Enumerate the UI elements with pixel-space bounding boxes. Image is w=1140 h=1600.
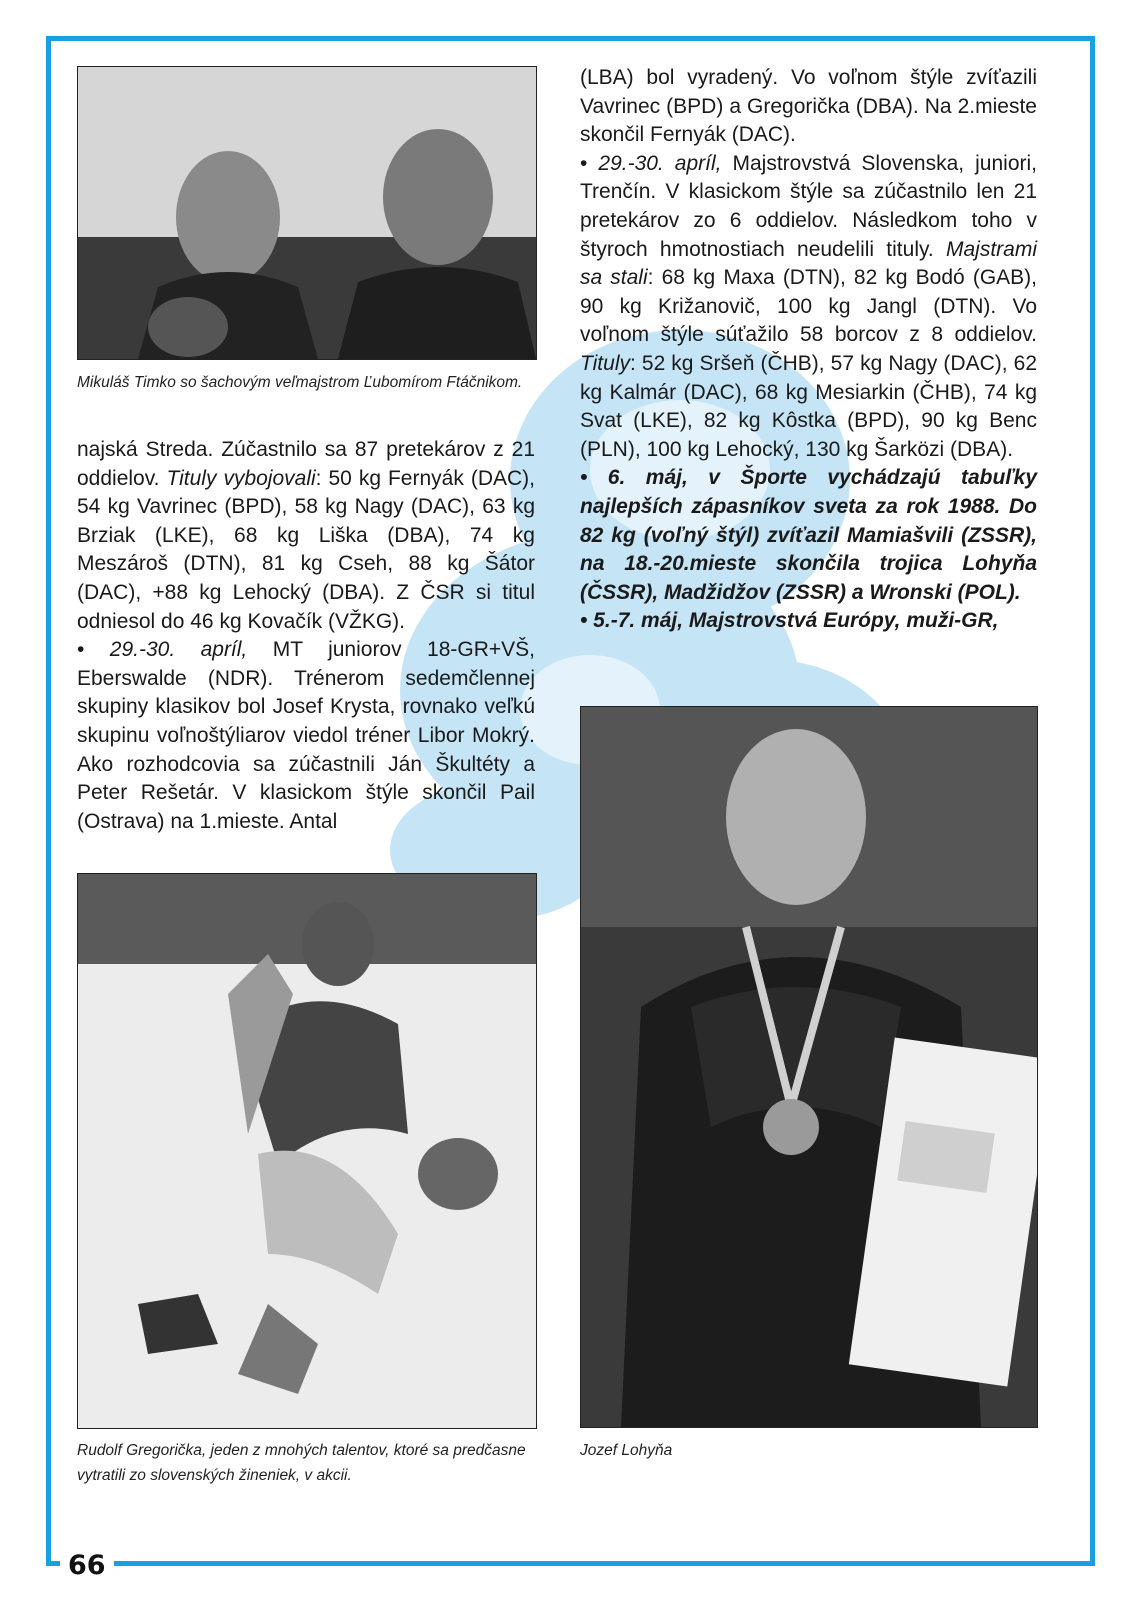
bullet: • bbox=[580, 151, 599, 175]
text-run: : 50 kg Fernyák (DAC), 54 kg Vavrinec (BPD), 58 kg Nagy (DAC), 63 kg Brziak (LKE), 68 kg Liška (DBA), 74 kg Meszároš (DTN), 81 kg Cseh, 88 kg Šátor (DAC), +88 kg Lehocký (DBA). Z ČSR si titul odniesol do 46 kg Kovačík (VŽKG). bbox=[77, 466, 535, 633]
text-run-italic: Tituly bbox=[580, 351, 630, 375]
page-number-box bbox=[60, 1546, 114, 1586]
photo-timko-ftacnik bbox=[77, 66, 537, 360]
caption-gregoricka: Rudolf Gregorička, jeden z mnohých talentov, ktoré sa predčasne vytratili zo slovenských žineniek, v akcii. bbox=[77, 1442, 526, 1484]
text-run: Majstrovstvá Slovenska, juniori, Trenčín. V klasickom štýle sa zúčastnilo len 21 pretekárov zo 6 oddielov. Následkom toho v štyroch hmotnostiach neudelili tituly. bbox=[580, 151, 1038, 261]
date-italic: 29.-30. apríl, bbox=[109, 638, 248, 662]
paragraph-freestyle: (LBA) bol vyradený. Vo voľnom štýle zvíťazili Vavrinec (BPD) a Gregorička (DBA). Na 2.mieste skončil Fernyák (DAC). bbox=[580, 66, 1037, 147]
text-run: : 68 kg Maxa (DTN), 82 kg Bodó (GAB), 90 kg Križanovič, 100 kg Jangl (DTN). Vo voľnom štýle súťažilo 58 borcov z 8 oddielov. bbox=[580, 266, 1037, 347]
portrait-photo-icon bbox=[78, 67, 536, 359]
paragraph-mt-juniors bbox=[77, 636, 535, 836]
right-column-text bbox=[580, 64, 1037, 636]
date-italic: 29.-30. apríl, bbox=[598, 151, 722, 175]
paragraph-european-championship: • 5.-7. máj, Majstrovstvá Európy, muži-GR, bbox=[580, 609, 999, 633]
caption-timko-ftacnik: Mikuláš Timko so šachovým veľmajstrom Ľubomírom Ftáčnikom. bbox=[77, 374, 523, 391]
text-run-italic: Majstrami sa stali bbox=[580, 237, 1037, 290]
photo-gregoricka-match bbox=[77, 873, 537, 1429]
page-number: 66 bbox=[68, 1550, 106, 1581]
caption-lohyna: Jozef Lohyňa bbox=[580, 1442, 673, 1459]
text-run: najská Streda. Zúčastnilo sa 87 pretekárov z 21 oddielov. bbox=[77, 438, 535, 490]
photo-lohyna-portrait bbox=[580, 706, 1038, 1428]
medalist-photo-icon bbox=[581, 707, 1037, 1427]
text-run: MT juniorov 18-GR+VŠ, Eberswalde (NDR). Trénerom sedemčlennej skupiny klasikov bol Josef Krysta, rovnako veľkú skupinu voľnoštýliarov viedol tréner Libor Mokrý. Ako rozhodcovia sa zúčastnili Ján Škultéty a Peter Rešetár. V klasickom štýle skončil Pail (Ostrava) na 1.mieste. Antal bbox=[77, 638, 536, 833]
text-run: : 52 kg Sršeň (ČHB), 57 kg Nagy (DAC), 62 kg Kalmár (DAC), 68 kg Mesiarkin (ČHB), 74 kg Svat (LKE), 82 kg Kôstka (BPD), 90 kg Benc (PLN), 100 kg Lehocký, 130 kg Šarközi (DBA). bbox=[580, 351, 1037, 461]
wrestling-photo-icon bbox=[78, 874, 536, 1428]
paragraph-results bbox=[77, 436, 535, 636]
paragraph-slovak-championship bbox=[580, 150, 1037, 465]
bullet: • bbox=[77, 638, 110, 662]
paragraph-world-rankings: • 6. máj, v Športe vychádzajú tabuľky najlepších zápasníkov sveta za rok 1988. Do 82 kg (voľný štýl) zvíťazil Mamiašvili (ZSSR), na 18.-20.mieste skončila trojica Lohyňa (ČSSR), Madžidžov (ZSSR) a Wronski (POL). bbox=[580, 466, 1037, 604]
text-run-italic: Tituly vybojovali bbox=[166, 466, 316, 490]
left-column-text bbox=[77, 436, 535, 836]
